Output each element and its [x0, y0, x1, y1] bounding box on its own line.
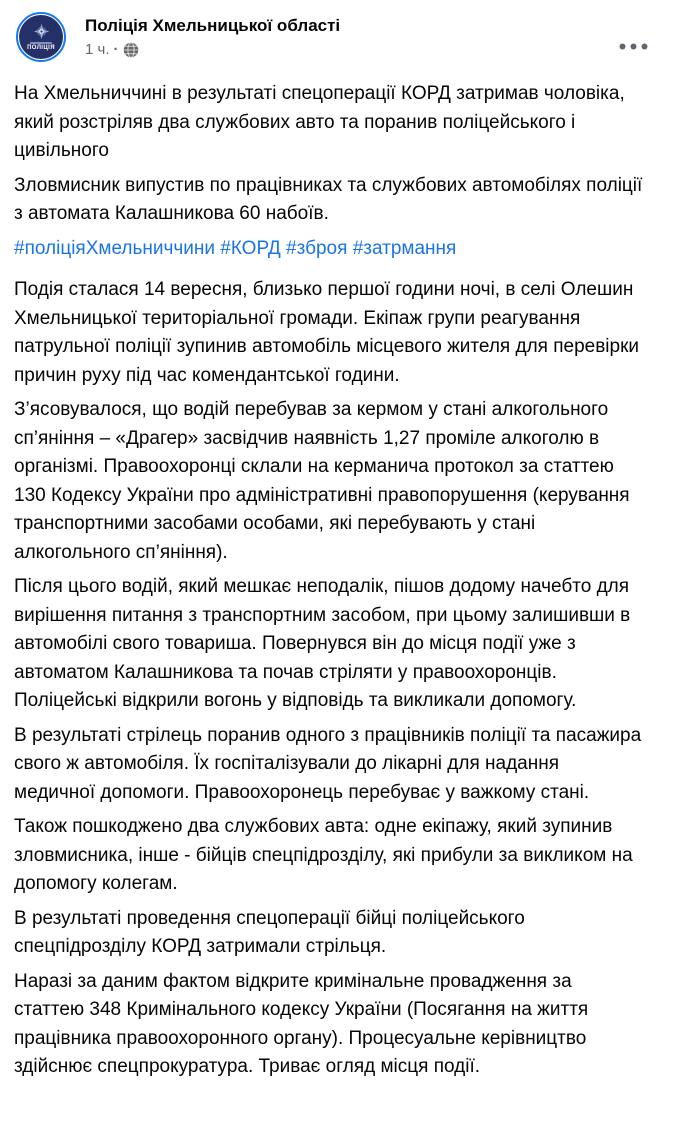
meta-separator: ·: [113, 41, 119, 58]
hashtag-line: [14, 235, 644, 264]
more-options-button[interactable]: [615, 33, 651, 59]
post-text-paragraph: Також пошкоджено два службових авта: одне екіпажу, який зупинив зловмисника, інше - бійців спецпідрозділу, які прибули за викликом на допомогу колегам.: [14, 816, 633, 894]
hashtag-link-kord[interactable]: #КОРД: [220, 237, 281, 259]
post-text-paragraph: Після цього водій, який мешкає неподалік, пішов додому начебто для вирішення питання з транспортним засобом, при цьому залишивши в автомобілі свого товариша. Повернувся він до місця події уже з автоматом Калашникова та почав стріляти у правоохоронців. Поліцейські відкрили вогонь у відповідь та викликали допомогу.: [14, 576, 631, 711]
post-text-paragraph: В результаті стрілець поранив одного з працівників поліції та пасажира свого ж автомобіля. Їх госпіталізували до лікарні для надання медичної допомоги. Правоохоронець перебуває у важкому стані.: [14, 724, 642, 803]
avatar-small-text-line: [30, 42, 52, 44]
timestamp-link[interactable]: 1 ч.: [85, 41, 110, 58]
post-text-paragraph: В результаті проведення спецоперації бійці поліцейського спецпідрозділу КОРД затримали стрільця.: [14, 907, 525, 957]
page-name-link[interactable]: Поліція Хмельницької області: [85, 16, 341, 35]
hashtag-link-zbroya[interactable]: #зброя: [286, 237, 348, 259]
police-emblem: [19, 15, 63, 59]
hashtag-link-zatrymannya[interactable]: #затрмання: [352, 237, 457, 259]
post-text-paragraph: З’ясовувалося, що водій перебував за кермом у стані алкогольного сп’яніння – «Драгер» засвідчив наявність 1,27 проміле алкоголю в організмі. Правоохоронці склали на керманича протокол за статтею 130 Кодексу України про адміністративні правопорушення (керування транспортними засобами особами, які перебувають у стані алкогольного сп’яніння).: [14, 399, 630, 563]
post-meta: [85, 41, 340, 59]
post-message: [0, 62, 683, 1082]
police-star-icon: [33, 23, 50, 40]
post-text-paragraph: Зловмисник випустив по працівниках та службових автомобілях поліції з автомата Калашникова 60 набоїв.: [14, 174, 643, 224]
page-avatar[interactable]: [16, 12, 66, 62]
ellipsis-icon: [619, 43, 648, 50]
privacy-globe-icon: [123, 42, 139, 58]
avatar-label: ПОЛІЦІЯ: [27, 44, 55, 51]
post-text-paragraph: Подія сталася 14 вересня, близько першої години ночі, в селі Олешин Хмельницької територіальної громади. Екіпаж групи реагування патрульної поліції зупинив автомобіль місцевого жителя для перевірки причин руху під час комендантської години.: [14, 279, 640, 386]
post-header: [0, 0, 683, 62]
post-text-paragraph: Наразі за даним фактом відкрите кримінальне провадження за статтею 348 Кримінального кодексу України (Посягання на життя працівника правоохоронного органу). Процесуальне керівництво здійснює спецпрокуратура. Триває огляд місця події.: [14, 970, 589, 1077]
hashtag-link-police-khmelnychchyny[interactable]: #поліціяХмельниччини: [14, 237, 215, 259]
post-text-paragraph: На Хмельниччині в результаті спецоперації КОРД затримав чоловіка, який розстріляв два службових авто та поранив поліцейського і цивільного: [14, 83, 625, 161]
post-header-text: [85, 12, 340, 59]
